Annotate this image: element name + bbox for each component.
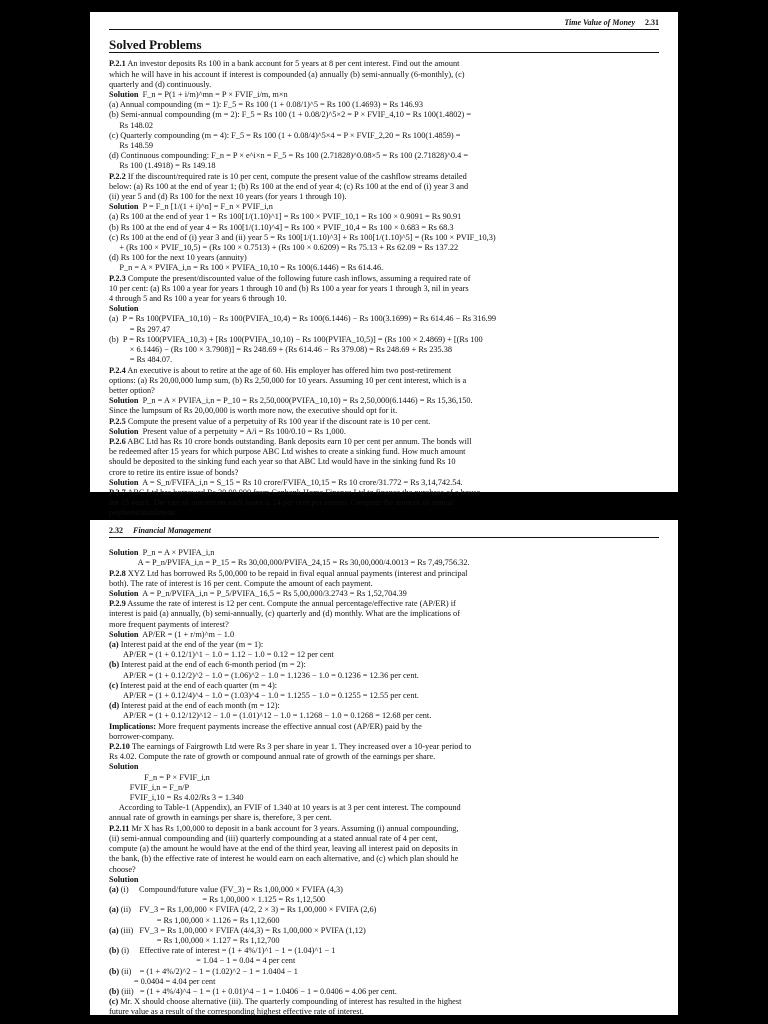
line-text: = Rs 484.07.: [109, 355, 173, 365]
text-line: [109, 233, 659, 243]
line-label: Solution: [109, 629, 139, 639]
text-line: [109, 569, 659, 579]
line-label: (b): [109, 986, 120, 996]
line-text: (b) Rs 100 at the end of year 4 = Rs 100[1/(1.10)^4] = Rs 100 × PVIF_10,4 = Rs 100 × 0.683 = Rs 68.3: [109, 222, 454, 232]
text-line: [109, 151, 659, 161]
text-line: [109, 630, 659, 640]
line-text: Present value of a perpetuity = A/i = Rs 100/0.10 = Rs 1,000.: [138, 426, 346, 436]
text-line: [109, 875, 659, 885]
line-text: (ii) = (1 + 4%/2)^2 − 1 = (1.02)^2 − 1 = 1.0404 − 1: [119, 966, 298, 976]
line-text: borrower-company.: [109, 731, 174, 741]
text-line: [109, 345, 659, 355]
line-text: = 0.0404 = 4.04 per cent: [109, 976, 216, 986]
line-text: + (Rs 100 × PVIF_10,5) = (Rs 100 × 0.7513) + (Rs 100 × 0.6209) = Rs 75.13 + Rs 62.09 = Rs 137.22: [109, 243, 459, 253]
page-number: 2.31: [645, 18, 659, 27]
text-line: [109, 793, 659, 803]
line-text: quarterly and (d) continuously.: [109, 79, 212, 89]
text-line: [109, 263, 659, 273]
text-line: [109, 609, 659, 619]
line-text: (iii) FV_3 = Rs 1,00,000 × FVIFA (4/4,3) = Rs 1,00,000 × PVIFA (1,12): [118, 925, 366, 935]
line-text: (a) Rs 100 at the end of year 1 = Rs 100[1/(1.10)^1] = Rs 100 × PVIF_10,1 = Rs 100 × 0.9091 = Rs 90.91: [109, 212, 462, 222]
page-2-32: [90, 520, 678, 1015]
text-line: [109, 722, 659, 732]
line-text: (i) Compound/future value (FV_3) = Rs 1,00,000 × FVIFA (4,3): [118, 884, 343, 894]
line-text: better option?: [109, 385, 155, 395]
text-line: [109, 762, 659, 772]
text-line: [109, 376, 659, 386]
line-label: P.2.4: [109, 365, 126, 375]
text-line: [109, 406, 659, 416]
line-label: (c): [109, 997, 119, 1007]
line-text: the bank, (b) the effective rate of interest he would earn on each alternative, and (c) which plan should he: [109, 854, 459, 864]
text-line: [109, 936, 659, 946]
line-text: = Rs 1,00,000 × 1.126 = Rs 1,12,600: [109, 915, 280, 925]
line-text: (d) Continuous compounding: F_n = P × e^i×n = F_5 = Rs 100 (2.71828)^0.08×5 = Rs 100 (2.71828)^0.4 =: [109, 151, 469, 161]
text-line: [109, 997, 659, 1007]
text-line: [109, 926, 659, 936]
line-label: P.2.2: [109, 171, 126, 181]
line-text: Mr. X should choose alternative (iii). The quarterly compounding of interest has resulted in the highest: [118, 997, 462, 1007]
line-label: (a): [109, 640, 119, 650]
text-line: [109, 783, 659, 793]
text-line: [109, 335, 659, 345]
line-text: P_n = A × PVIFA_i,n = Rs 100 × PVIFA_10,10 = Rs 100(6.1446) = Rs 614.46.: [109, 263, 384, 273]
line-text: = Rs 1,00,000 × 1.127 = Rs 1,12,700: [109, 935, 280, 945]
text-line: [109, 701, 659, 711]
text-line: [109, 90, 659, 100]
line-text: Interest paid at the end of each 6-month period (m = 2):: [119, 660, 306, 670]
line-label: Solution: [109, 589, 139, 599]
text-line: [109, 274, 659, 284]
text-line: [109, 854, 659, 864]
text-line: [109, 192, 659, 202]
line-label: P.2.6: [109, 436, 126, 446]
text-line: [109, 284, 659, 294]
text-line: [109, 355, 659, 365]
text-line: [109, 396, 659, 406]
line-text: (ii) FV_3 = Rs 1,00,000 × FVIFA (4/2, 2 × 3) = Rs 1,00,000 × FVIFA (2,6): [118, 905, 377, 915]
line-text: P_n = A × PVIFA_i,n: [138, 548, 215, 558]
line-text: (d) Rs 100 for the next 10 years (annuity): [109, 253, 247, 263]
line-label: Solution: [109, 426, 139, 436]
line-text: Since the lumpsum of Rs 20,00,000 is worth more now, the executive should opt for it.: [109, 406, 398, 416]
line-label: P.2.5: [109, 416, 126, 426]
line-text: options: (a) Rs 20,00,000 lump sum, (b) Rs 2,50,000 for 10 years. Assuming 10 per cent interest, which is a: [109, 375, 467, 385]
line-label: Solution: [109, 90, 139, 100]
line-label: (b): [109, 660, 120, 670]
text-line: [109, 660, 659, 670]
line-label: (a): [109, 884, 119, 894]
line-text: = 1.04 − 1 = 0.04 = 4 per cent: [109, 956, 296, 966]
line-text: AP/ER = (1 + 0.12/12)^12 − 1.0 = (1.01)^12 − 1.0 = 1.1268 − 1.0 = 0.1268 = 12.68 per cent.: [109, 711, 432, 721]
text-line: [109, 478, 659, 488]
text-line: [109, 987, 659, 997]
text-line: [109, 70, 659, 80]
text-line: [109, 223, 659, 233]
line-text: ABC Ltd has Rs 10 crore bonds outstanding. Bank deposits earn 10 per cent per annum. The bonds will: [125, 436, 472, 446]
line-text: should be deposited to the sinking fund each year so that ABC Ltd would have in the sinking fund Rs 10: [109, 457, 456, 467]
line-text: 4 through 5 and Rs 100 a year for years 6 through 10.: [109, 294, 287, 304]
text-line: [109, 967, 659, 977]
line-label: (c): [109, 680, 119, 690]
line-text: be redeemed after 15 years for which purpose ABC Ltd wishes to create a sinking fund. How much amount: [109, 447, 466, 457]
text-line: [109, 366, 659, 376]
line-text: for 15 years. The rate of interest on such loans is 24 per cent per annum. Compute the amount of annual: [109, 498, 454, 508]
text-line: [109, 824, 659, 834]
page-content: [90, 12, 678, 519]
text-line: [109, 803, 659, 813]
line-text: AP/ER = (1 + 0.12/2)^2 − 1.0 = (1.06)^2 − 1.0 = 1.1236 − 1.0 = 0.1236 = 12.36 per cent.: [109, 670, 419, 680]
text-line: [109, 253, 659, 263]
line-text: (a) P = Rs 100(PVIFA_10,10) − Rs 100(PVIFA_10,4) = Rs 100(6.1446) − Rs 100(3.1699) = Rs 614.46 − Rs 316.99: [109, 314, 497, 324]
line-text: (c) Quarterly compounding (m = 4): F_5 = Rs 100 (1 + 0.08/4)^5×4 = P × FVIF_2,20 = Rs 100(1.4859) =: [109, 130, 461, 140]
line-text: annual rate of growth in earnings per share is, therefore, 3 per cent.: [109, 813, 332, 823]
line-text: AP/ER = (1 + r/m)^m − 1.0: [138, 629, 235, 639]
line-text: AP/ER = (1 + 0.12/1)^1 − 1.0 = 1.12 − 1.0 = 0.12 = 12 per cent: [109, 650, 334, 660]
text-line: [109, 548, 659, 558]
text-line: [109, 172, 659, 182]
text-line: [109, 599, 659, 609]
text-line: [109, 182, 659, 192]
text-line: [109, 650, 659, 660]
page-content: [90, 520, 678, 1018]
text-line: [109, 579, 659, 589]
text-line: [109, 956, 659, 966]
text-line: [109, 742, 659, 752]
text-body: [109, 59, 659, 518]
line-text: A = S_n/FVIFA_i,n = S_15 = Rs 10 crore/FVIFA_10,15 = Rs 10 crore/31.772 = Rs 3,14,742.54.: [138, 477, 463, 487]
line-label: Solution: [109, 202, 139, 212]
line-text: An executive is about to retire at the age of 60. His employer has offered him two post-retirement: [125, 365, 452, 375]
line-text: payment/instalment.: [109, 508, 177, 518]
line-text: which he will have in his account if interest is compounded (a) annually (b) semi-annually (6-monthly), (c): [109, 69, 465, 79]
line-text: F_n = P(1 + i/m)^mn = P × FVIF_i/m, m×n: [138, 90, 288, 100]
line-text: A = P_n/PVIFA_i,n = P_15 = Rs 30,00,000/PVIFA_24,15 = Rs 30,00,000/4.0013 = Rs 7,49,756.32.: [109, 558, 470, 568]
line-text: (i) Effective rate of interest = (1 + 4%/1)^1 − 1 = (1.04)^1 − 1: [119, 946, 336, 956]
text-line: [109, 212, 659, 222]
line-text: Rs 100 (1.4918) = Rs 149.18: [109, 161, 216, 171]
running-header-title: Financial Management: [133, 526, 212, 535]
running-header-title: Time Value of Money: [564, 18, 635, 27]
text-line: [109, 121, 659, 131]
line-text: compute (a) the amount he would have at the end of the third year, leaving all interest paid on deposits in: [109, 844, 458, 854]
text-line: [109, 813, 659, 823]
text-line: [109, 447, 659, 457]
line-label: Solution: [109, 477, 139, 487]
line-text: × 6.1446) − (Rs 100 × 3.7908)] = Rs 248.69 + (Rs 614.46 − Rs 379.08) = Rs 248.69 + Rs 235.38: [109, 345, 453, 355]
line-text: (iii) = (1 + 4%/4)^4 − 1 = (1 + 0.01)^4 − 1 = 1.0406 − 1 = 0.0406 = 4.06 per cent.: [119, 986, 397, 996]
line-text: More frequent payments increase the effective annual cost (AP/ER) paid by the: [156, 721, 422, 731]
line-text: ABC Ltd has borrowed Rs 30,00,000 from Canbank Home Finance Ltd to finance the purchase of a house: [125, 487, 481, 497]
text-line: [109, 732, 659, 742]
page-number: 2.32: [109, 526, 123, 535]
line-text: Rs 148.02: [109, 120, 154, 130]
line-label: P.2.3: [109, 273, 126, 283]
text-line: [109, 80, 659, 90]
text-line: [109, 844, 659, 854]
line-text: Mr X has Rs 1,00,000 to deposit in a bank account for 3 years. Assuming (i) annual compounding,: [129, 823, 459, 833]
text-line: [109, 437, 659, 447]
text-line: [109, 620, 659, 630]
line-text: = Rs 297.47: [109, 324, 171, 334]
line-text: below: (a) Rs 100 at the end of year 1; (b) Rs 100 at the end of year 4; (c) Rs 100 at the end of (i) year 3 and: [109, 181, 469, 191]
line-label: P.2.11: [109, 823, 130, 833]
text-line: [109, 294, 659, 304]
text-line: [109, 681, 659, 691]
text-line: [109, 946, 659, 956]
text-line: [109, 752, 659, 762]
text-line: [109, 325, 659, 335]
line-label: P.2.7: [109, 487, 126, 497]
text-body: [109, 548, 659, 1017]
line-text: Compute the present value of a perpetuity of Rs 100 year if the discount rate is 10 per cent.: [125, 416, 431, 426]
line-text: Compute the present/discounted value of the following future cash inflows, assuming a required rate of: [125, 273, 471, 283]
line-text: AP/ER = (1 + 0.12/4)^4 − 1.0 = (1.03)^4 − 1.0 = 1.1255 − 1.0 = 0.1255 = 12.55 per cent.: [109, 691, 419, 701]
line-text: FVIF_i,10 = Rs 4.02/Rs 3 = 1.340: [109, 793, 244, 803]
text-line: [109, 59, 659, 69]
line-text: Rs 148.59: [109, 141, 154, 151]
line-label: Solution: [109, 396, 139, 406]
text-line: [109, 417, 659, 427]
line-text: According to Table-1 (Appendix), an FVIF of 1.340 at 10 years is at 3 per cent interest. The compound: [109, 803, 461, 813]
line-text: (ii) semi-annual compounding and (iii) quarterly compounding at a stated annual rate of 4 per cent,: [109, 833, 438, 843]
line-text: interest is paid (a) annually, (b) semi-annually, (c) quarterly and (d) monthly. What are the implications of: [109, 609, 460, 619]
text-line: [109, 691, 659, 701]
line-label: Solution: [109, 874, 139, 884]
line-text: The earnings of Fairgrowth Ltd were Rs 3 per share in year 1. They increased over a 10-year period to: [129, 742, 472, 752]
line-text: A = P_n/PVIFA_i,n = P_5/PVIFA_16,5 = Rs 5,00,000/3.2743 = Rs 1,52,704.39: [138, 589, 407, 599]
text-line: [109, 161, 659, 171]
running-header: [109, 18, 659, 30]
text-line: [109, 141, 659, 151]
line-label: (a): [109, 925, 119, 935]
line-text: Rs 4.02. Compute the rate of growth or compound annual rate of growth of the earnings per share.: [109, 752, 436, 762]
line-text: (b) Semi-annual compounding (m = 2): F_5 = Rs 100 (1 + 0.08/2)^5×2 = P × FVIF_4,10 = Rs 100(1.4802) =: [109, 110, 472, 120]
running-header: [109, 526, 659, 538]
text-line: [109, 711, 659, 721]
text-line: [109, 427, 659, 437]
line-text: (b) P = Rs 100(PVIFA_10,3) + [Rs 100(PVIFA_10,10) − Rs 100(PVIFA_10,5)] = (Rs 100 × 2.4869) + [(Rs 100: [109, 334, 483, 344]
line-text: XYZ Ltd has borrowed Rs 5,00,000 to be repaid in fival equal annual payments (interest and principal: [125, 568, 468, 578]
line-text: P_n = A × PVIFA_i,n = P_10 = Rs 2,50,000(PVIFA_10,10) = Rs 2,50,000(6.1446) = Rs 15,36,150.: [138, 396, 473, 406]
text-line: [109, 905, 659, 915]
text-line: [109, 640, 659, 650]
text-line: [109, 1007, 659, 1017]
text-line: [109, 558, 659, 568]
text-line: [109, 131, 659, 141]
line-label: P.2.1: [109, 59, 126, 69]
text-line: [109, 885, 659, 895]
line-label: Solution: [109, 762, 139, 772]
text-line: [109, 773, 659, 783]
line-label: Solution: [109, 548, 139, 558]
text-line: [109, 202, 659, 212]
line-text: P = F_n [1/(1 + i)^n] = F_n × PVIF_i,n: [138, 202, 273, 212]
line-label: P.2.9: [109, 599, 126, 609]
text-line: [109, 508, 659, 518]
line-text: (a) Annual compounding (m = 1): F_5 = Rs 100 (1 + 0.08/1)^5 = Rs 100 (1.4693) = Rs 146.93: [109, 100, 423, 110]
line-text: both). The rate of interest is 16 per cent. Compute the amount of each payment.: [109, 578, 373, 588]
text-line: [109, 314, 659, 324]
line-text: future value as a result of the corresponding highest effective rate of interest.: [109, 1007, 364, 1017]
line-label: P.2.10: [109, 742, 130, 752]
line-label: (b): [109, 946, 120, 956]
text-line: [109, 386, 659, 396]
line-text: An investor deposits Rs 100 in a bank account for 5 years at 8 per cent interest. Find out the amount: [125, 59, 460, 69]
text-line: [109, 498, 659, 508]
line-label: Solution: [109, 304, 139, 314]
page-2-31: [90, 12, 678, 518]
line-label: Implications:: [109, 721, 157, 731]
text-line: [109, 488, 659, 498]
text-line: [109, 895, 659, 905]
text-line: [109, 671, 659, 681]
text-line: [109, 865, 659, 875]
text-line: [109, 834, 659, 844]
text-line: [109, 110, 659, 120]
line-label: P.2.8: [109, 568, 126, 578]
line-text: Interest paid at the end of the year (m = 1):: [118, 640, 264, 650]
section-title: Solved Problems: [109, 40, 659, 53]
text-line: [109, 977, 659, 987]
line-text: 10 per cent: (a) Rs 100 a year for years 1 through 10 and (b) Rs 100 a year for years 1 through 3, nil in years: [109, 283, 469, 293]
text-line: [109, 304, 659, 314]
line-label: (d): [109, 701, 120, 711]
line-text: crore to retire its entire issue of bonds?: [109, 467, 239, 477]
line-text: = Rs 1,00,000 × 1.125 = Rs 1,12,500: [109, 895, 326, 905]
text-line: [109, 916, 659, 926]
line-text: F_n = P × FVIF_i,n: [109, 772, 210, 782]
line-text: Interest paid at the end of each month (m = 12):: [119, 701, 280, 711]
line-text: Interest paid at the end of each quarter (m = 4):: [118, 680, 278, 690]
line-label: (b): [109, 966, 120, 976]
line-text: choose?: [109, 864, 136, 874]
line-text: If the discount/required rate is 10 per cent, compute the present value of the cashflow streams detailed: [125, 171, 467, 181]
text-line: [109, 468, 659, 478]
text-line: [109, 100, 659, 110]
line-label: (a): [109, 905, 119, 915]
text-line: [109, 243, 659, 253]
line-text: (ii) year 5 and (d) Rs 100 for the next 10 years (for years 1 through 10).: [109, 192, 347, 202]
line-text: FVIF_i,n = F_n/P: [109, 782, 190, 792]
text-line: [109, 457, 659, 467]
line-text: Assume the rate of interest is 12 per cent. Compute the annual percentage/effective rate (AP/ER) if: [125, 599, 456, 609]
text-line: [109, 589, 659, 599]
line-text: more frequent payments of interest?: [109, 619, 229, 629]
line-text: (c) Rs 100 at the end of (i) year 3 and (ii) year 5 = Rs 100[1/(1.10)^3] + Rs 100[1/(1.10)^5] = (Rs 100 × PVIF_10,3): [109, 232, 496, 242]
